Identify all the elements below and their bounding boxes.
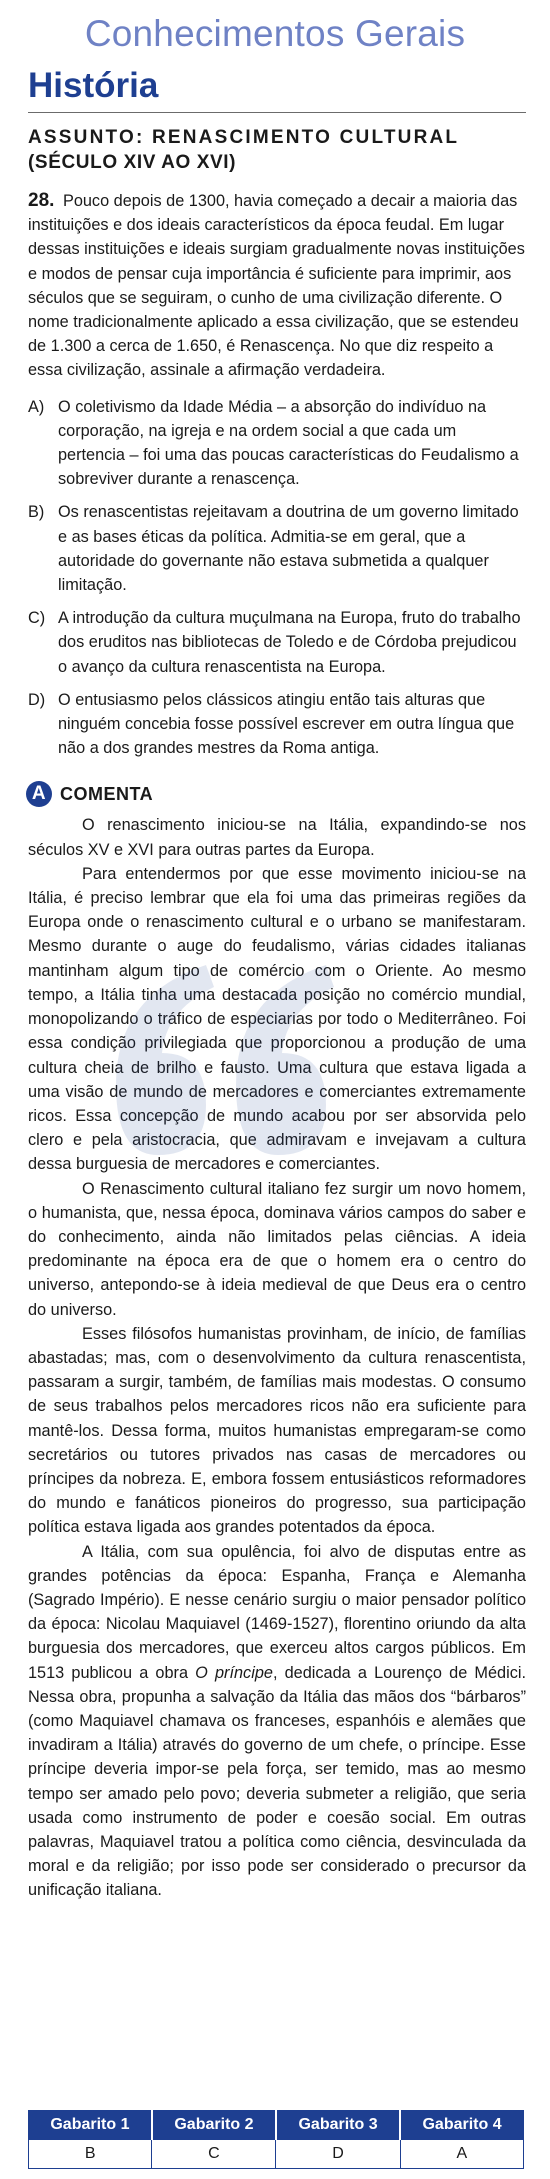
topic-line-2: (SÉCULO XIV AO XVI) xyxy=(28,152,237,173)
commentary-paragraph: O Renascimento cultural italiano fez surgir um novo homem, o humanista, que, nessa época, dominava vários campos do saber e do conhecimento, ainda não limitados pelas ciências. A ideia predominante na época era de que o homem era o centro do universo, antepondo-se à ideia medieval de que Deus era o centro do universo. xyxy=(28,1179,526,1319)
option-letter: A) xyxy=(28,397,45,416)
answer-key-value: C xyxy=(152,2140,276,2169)
answer-key-header: Gabarito 3 xyxy=(276,2111,400,2140)
answer-key-value: B xyxy=(29,2140,152,2169)
answer-key-header-row xyxy=(29,2111,524,2140)
option-letter: D) xyxy=(28,690,46,709)
option-text: O entusiasmo pelos clássicos atingiu então tais alturas que ninguém concebia fosse possível escrever em outra língua que não a dos grandes mestres da Roma antiga. xyxy=(58,690,515,758)
question-text: Pouco depois de 1300, havia começado a decair a maioria das instituições e dos ideais característicos da época feudal. Em lugar dessas instituições e ideais surgiam gradualmente novas instituições e modos de pensar cuja importância é suficiente para imprimir, aos séculos que se seguiram, o cunho de uma civilização diferente. O nome tradicionalmente aplicado a essa civilização, que se estendeu de 1.300 a cerca de 1.650, é Renascença. No que diz respeito a essa civilização, assinale a afirmação verdadeira. xyxy=(28,192,525,380)
option-a xyxy=(28,395,526,492)
option-c xyxy=(28,606,526,679)
section-header-title: Conhecimentos Gerais xyxy=(84,13,466,54)
subject-title: História xyxy=(28,66,526,113)
comment-badge-icon: A xyxy=(26,781,52,807)
option-text: A introdução da cultura muçulmana na Europa, fruto do trabalho dos eruditos nas bibliotecas de Toledo e de Córdoba prejudicou o avanço da cultura renascentista na Europa. xyxy=(58,609,521,676)
option-text: Os renascentistas rejeitavam a doutrina de um governo limitado e as bases éticas da política. Admitia-se em geral, que a autoridade do governante não estava submetida a qualquer limitação. xyxy=(58,503,519,595)
commentary-paragraph: Para entendermos por que esse movimento iniciou-se na Itália, é preciso lembrar que ela foi uma das primeiras regiões da Europa onde o renascimento cultural e o urbano se manifestaram. Mesmo durante o auge do feudalismo, várias cidades italianas mantinham algum tipo de comércio com o Oriente. Ao mesmo tempo, a Itália tinha uma destacada posição no comércio mundial, monopolizando o tráfico de especiarias por todo o Mediterrâneo. Foi essa condição privilegiada que proporcionou a produção de uma cultura cheia de brilho e fausto. Uma cultura que estava ligada a uma visão de mundo de mercadores e comerciantes extremamente ricos. Essa concepção de mundo acabou por ser absorvida pelo clero e pela aristocracia, que admiravam e invejavam a cultura dessa burguesia de mercadores e comerciantes. xyxy=(28,864,526,1174)
answer-options xyxy=(28,395,526,761)
option-text: O coletivismo da Idade Média – a absorção do indivíduo na corporação, na igreja e na ordem social a que cada um pertencia – foi uma das poucas características do Feudalismo a sobreviver durante a renascença. xyxy=(58,397,519,489)
topic-heading xyxy=(28,125,526,175)
answer-key-row xyxy=(29,2140,524,2169)
question-number: 28. xyxy=(28,190,55,211)
comment-heading-label: COMENTA xyxy=(60,783,154,804)
commentary-body xyxy=(28,813,526,1902)
option-letter: B) xyxy=(28,503,45,522)
option-letter: C) xyxy=(28,609,46,628)
paragraph-text: , dedicada a Lourenço de Médici. Nessa obra, propunha a salvação da Itália das mãos dos “bárbaros” (como Maquiavel chamava os franceses, espanhóis e alemães que invadiram a Itália) através do governo de um chefe, o príncipe. Esse príncipe deveria impor-se pela força, ser temido, mas ao mesmo tempo ser amado pelo povo; deveria submeter a religião, que seria usada como instrumento de poder e coesão social. Em outras palavras, Maquiavel tratou a política como ciência, desvinculada da moral e da religião; por isso pode ser considerado o precursor da unificação italiana. xyxy=(28,1663,526,1900)
topic-line-1: ASSUNTO: RENASCIMENTO CULTURAL xyxy=(28,127,460,148)
comment-heading xyxy=(26,781,526,807)
answer-key-table xyxy=(28,2110,524,2169)
option-b xyxy=(28,500,526,597)
answer-key-value: A xyxy=(400,2140,523,2169)
answer-key-header: Gabarito 2 xyxy=(152,2111,276,2140)
question-statement xyxy=(28,189,526,383)
answer-key-header: Gabarito 4 xyxy=(400,2111,523,2140)
option-d xyxy=(28,688,526,761)
commentary-paragraph-last xyxy=(28,1540,526,1903)
commentary-paragraph: O renascimento iniciou-se na Itália, expandindo-se nos séculos XV e XVI para outras partes da Europa. xyxy=(28,816,526,859)
answer-key-value: D xyxy=(276,2140,400,2169)
commentary-paragraph: Esses filósofos humanistas provinham, de início, de famílias abastadas; mas, com o desenvolvimento da cultura renascentista, passaram a surgir, também, de famílias mais modestas. O consumo de seus trabalhos pelos mercadores ricos não era suficiente para mantê-los. Dessa forma, muitos humanistas empregaram-se como secretários ou tutores privados nas casas de mercadores ou príncipes da nobreza. E, embora fossem entusiásticos reformadores do mundo e fanáticos pioneiros do progresso, sua participação política estava ligada aos grandes potentados da época. xyxy=(28,1324,526,1537)
book-title: O príncipe xyxy=(195,1663,273,1682)
paragraph-text: A Itália, com sua opulência, foi alvo de disputas entre as grandes potências da época: Espanha, França e Alemanha (Sagrado Império). E nesse cenário surgiu o maior pensador político da época: Nicolau Maquiavel (1469-1527), florentino oriundo da alta burguesia dos mercadores, que exerceu altos cargos públicos. Em 1513 publicou a obra xyxy=(28,1542,526,1682)
answer-key-header: Gabarito 1 xyxy=(29,2111,152,2140)
